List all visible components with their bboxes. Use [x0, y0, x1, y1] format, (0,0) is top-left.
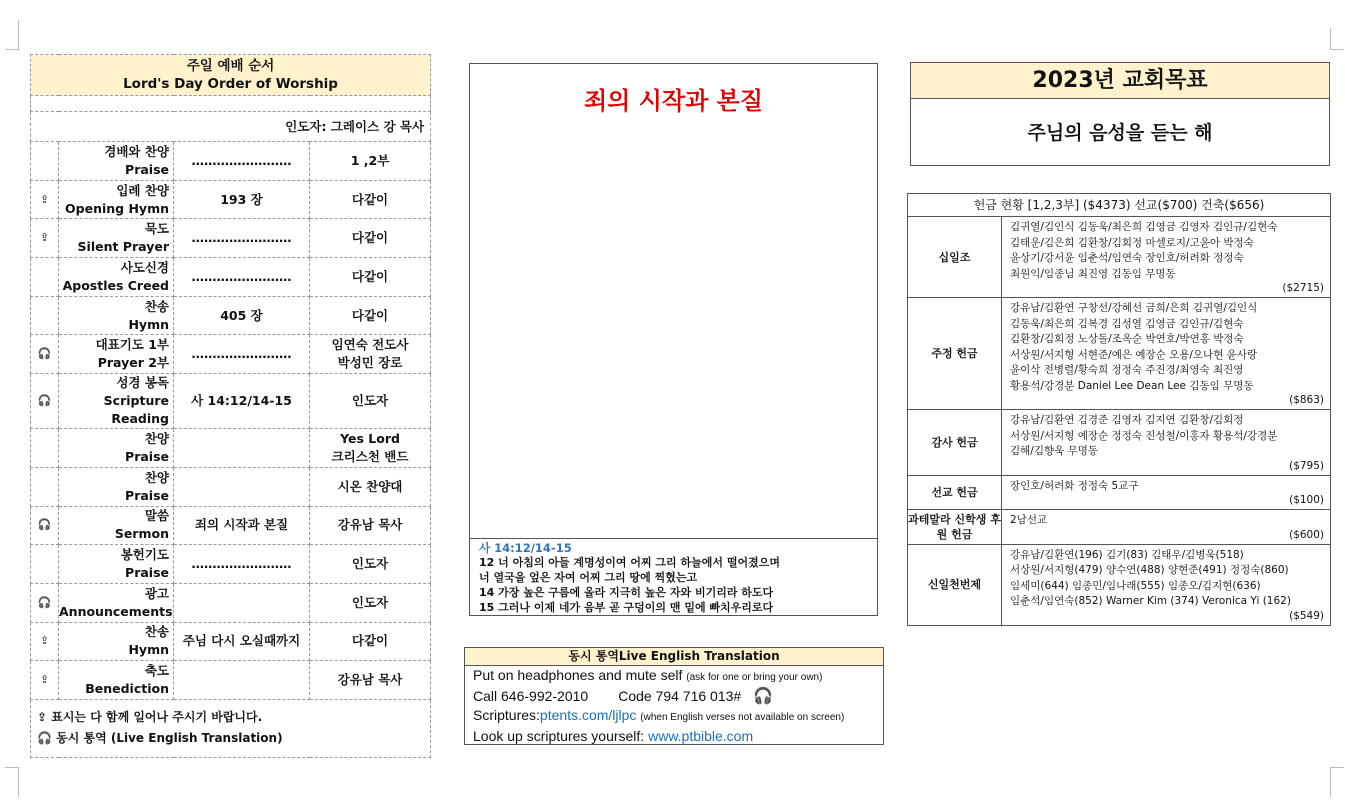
item-performer: [310, 335, 431, 374]
worship-item: [31, 506, 431, 545]
offering-names-line: 서상원/서지형 서현준/예은 예장순 오용/오나현 윤사랑: [1010, 348, 1258, 361]
scriptures-label: Scriptures:: [473, 707, 540, 723]
item-performer: [310, 622, 431, 661]
crop-mark-bottom-left: [5, 767, 19, 797]
offering-names: [1002, 510, 1331, 545]
offering-names-line: 서상원/서지형 예장순 정정숙 진성철/이홍자 황용석/강경분: [1010, 429, 1278, 442]
translation-instruction-note: (ask for one or bring your own): [686, 672, 823, 683]
item-performer: [310, 142, 431, 181]
item-name: [59, 429, 174, 468]
item-performer-line: 크리스천 밴드: [331, 448, 409, 464]
offering-amount: ($549): [1289, 609, 1325, 622]
item-name: [59, 296, 174, 335]
item-name-ko: 입례 찬양: [116, 182, 169, 198]
item-name-en: Opening Hymn: [65, 200, 169, 216]
scriptures-note: (when English verses not available on screen): [640, 712, 845, 723]
item-icon-cell: [31, 506, 59, 545]
offering-names-line: 강유남/김환연(196) 김기(83) 김태우/김병욱(518): [1010, 548, 1244, 561]
item-name-en: Sermon: [114, 526, 169, 542]
item-name-ko: 축도: [144, 663, 169, 679]
sermon-box: [469, 63, 878, 616]
worship-title: [31, 55, 431, 96]
item-performer-line: 다같이: [351, 191, 389, 207]
offering-names-line: 김동욱/최은희 김복경 김성열 김영금 김인규/김현숙: [1010, 317, 1244, 330]
worship-item: [31, 180, 431, 219]
worship-leader: 인도자: 그레이스 강 목사: [31, 112, 431, 142]
offering-names-line: 윤이삭 전병렬/황숙희 정정숙 주진경/최영숙 최진영: [1010, 364, 1244, 376]
item-icon-cell: [31, 583, 59, 622]
item-name: [59, 661, 174, 700]
item-name-ko: 봉헌기도: [120, 547, 169, 563]
note-translation-text: 동시 통역 (Live English Translation): [56, 731, 283, 746]
item-content: ……………………: [174, 142, 310, 181]
item-content: [174, 583, 310, 622]
item-name-ko: 광고: [144, 585, 169, 601]
item-performer-line: 임연숙 전도사: [331, 337, 409, 353]
item-name-en: Apostles Creed: [62, 277, 169, 293]
offering-names-line: 김환창/김회정 노상돌/조옥순 박연호/박연홍 박정숙: [1010, 333, 1244, 345]
item-icon-cell: [31, 296, 59, 335]
item-icon-cell: [31, 219, 59, 258]
item-performer-line: 다같이: [351, 633, 389, 649]
item-performer: [310, 661, 431, 700]
item-performer-line: 1 ,2부: [350, 152, 390, 168]
item-name-ko: 묵도: [144, 221, 169, 237]
item-performer-line: 강유남 목사: [337, 517, 403, 533]
stand-icon: ⇪: [39, 634, 50, 648]
item-name-ko: 성경 봉독: [116, 375, 169, 391]
offering-names-line: 2남선교: [1010, 514, 1048, 526]
scripture-verse: 너 열국을 엎은 자여 어찌 그리 땅에 찍혔는고: [479, 571, 698, 584]
worship-title-en: Lord's Day Order of Worship: [123, 76, 338, 92]
offering-names: [1002, 298, 1331, 410]
item-icon-cell: [31, 429, 59, 468]
offering-amount: ($795): [1289, 459, 1325, 472]
item-content: 죄의 시작과 본질: [174, 506, 310, 545]
offering-names-line: 김해/김향욱 무명동: [1010, 445, 1099, 457]
item-name-en: Announcements: [59, 603, 173, 619]
offering-row: [908, 544, 1331, 625]
item-content: 사 14:12/14-15: [174, 374, 310, 429]
offering-row: [908, 217, 1331, 298]
offering-category: 십일조: [908, 217, 1002, 298]
offering-names-line: 황용석/강경분 Daniel Lee Dean Lee 김동임 무명동: [1010, 379, 1254, 392]
worship-item: [31, 335, 431, 374]
item-performer-line: 다같이: [351, 230, 389, 246]
offering-names-line: 김태운/김은희 김환창/김회정 마셀로지/고윤아 박정숙: [1010, 236, 1254, 249]
item-name-ko: 찬송: [144, 624, 169, 640]
headphones-icon: 🎧: [37, 595, 52, 609]
offering-row: [908, 475, 1331, 510]
worship-item: [31, 258, 431, 297]
item-name-en: Praise: [125, 565, 169, 581]
item-content: [174, 467, 310, 506]
offering-names: [1002, 475, 1331, 510]
item-name-en: Scripture Reading: [103, 393, 169, 427]
translation-box: [464, 647, 884, 745]
scripture-reference: 사 14:12/14-15: [479, 541, 572, 555]
item-content: 193 장: [174, 180, 310, 219]
lookup-label: Look up scriptures yourself:: [473, 728, 645, 744]
item-performer: [310, 258, 431, 297]
item-content: [174, 429, 310, 468]
worship-item: [31, 219, 431, 258]
item-icon-cell: [31, 661, 59, 700]
item-name-ko: 사도신경: [120, 259, 169, 275]
offering-names-line: 서상원/서지형(479) 양수연(488) 양현준(491) 정정숙(860): [1010, 564, 1289, 576]
offering-names-line: 임세미(644) 임종민/임나래(555) 임종오/김지현(636): [1010, 579, 1261, 592]
offering-amount: ($2715): [1282, 282, 1325, 294]
item-name-ko: 경배와 찬양: [104, 143, 169, 159]
item-name-en: Silent Prayer: [77, 239, 169, 255]
item-name-en: Prayer 2부: [97, 355, 169, 371]
item-content: ……………………: [174, 219, 310, 258]
item-performer: [310, 374, 431, 429]
item-name: [59, 506, 174, 545]
item-name-en: Benediction: [85, 681, 169, 697]
item-name-en: Praise: [125, 487, 169, 503]
worship-item: [31, 429, 431, 468]
offering-amount: ($100): [1289, 494, 1325, 506]
crop-mark-bottom-right: [1330, 767, 1344, 797]
offering-names: [1002, 217, 1331, 298]
worship-item: [31, 583, 431, 622]
item-icon-cell: [31, 622, 59, 661]
item-name: [59, 219, 174, 258]
offering-table: [907, 193, 1331, 626]
item-name-en: Hymn: [128, 642, 169, 658]
item-name: [59, 142, 174, 181]
item-name-en: Praise: [125, 161, 169, 177]
item-name-ko: 말씀: [144, 508, 169, 524]
item-name-ko: 찬양: [144, 430, 169, 446]
offering-category: 선교 헌금: [908, 475, 1002, 510]
offering-names-line: 김귀열/김인식 김동욱/최은희 김영금 김영자 김인규/김현숙: [1010, 221, 1278, 233]
offering-category: 신일천번제: [908, 544, 1002, 625]
item-performer: [310, 545, 431, 584]
item-content: 405 장: [174, 296, 310, 335]
item-icon-cell: [31, 335, 59, 374]
offering-category: 과테말라 신학생 후원 헌금: [908, 510, 1002, 545]
item-name: [59, 180, 174, 219]
item-icon-cell: [31, 467, 59, 506]
scripture-verse: 14 가장 높은 구름에 올라 지극히 높은 자와 비기리라 하도다: [479, 586, 774, 599]
worship-item: [31, 622, 431, 661]
item-icon-cell: [31, 142, 59, 181]
headphones-icon: 🎧: [37, 347, 52, 361]
spacer-row: [31, 96, 431, 112]
stand-icon: ⇪: [39, 231, 50, 245]
item-performer: [310, 296, 431, 335]
item-performer: [310, 219, 431, 258]
item-performer-line: 강유남 목사: [337, 672, 403, 688]
translation-title: 동시 통역Live English Translation: [465, 648, 883, 666]
church-goal-title: 2023년 교회목표: [911, 63, 1329, 99]
church-goal-text: 주님의 음성을 듣는 해: [1027, 122, 1213, 144]
worship-item: [31, 467, 431, 506]
item-name: [59, 258, 174, 297]
item-performer-line: 다같이: [351, 268, 389, 284]
item-icon-cell: [31, 258, 59, 297]
item-name: [59, 583, 174, 622]
item-name-ko: 찬송: [144, 298, 169, 314]
worship-notes: [31, 699, 431, 757]
translation-lookup-line: [465, 727, 883, 746]
offering-names-line: 임춘석/임연숙(852) Warner Kim (374) Veronica Yi (162): [1010, 595, 1291, 607]
item-content: ……………………: [174, 545, 310, 584]
headphones-icon: 🎧: [37, 394, 52, 408]
item-name-en: Hymn: [128, 316, 169, 332]
scripture-panel: [470, 538, 877, 615]
worship-item: [31, 661, 431, 700]
translation-scriptures-line: [465, 706, 883, 727]
translation-code: Code 794 716 013#: [618, 688, 742, 704]
translation-call-line: [465, 687, 883, 706]
offering-names-line: 윤상기/강서윤 임춘석/임연숙 장인호/허려화 정정숙: [1010, 252, 1244, 264]
headphones-icon: 🎧: [753, 688, 774, 705]
item-content: ……………………: [174, 335, 310, 374]
offering-names-line: 강유남/김환연 구창선/강혜선 금희/은희 김귀열/김인식: [1010, 302, 1258, 314]
scriptures-link[interactable]: ptents.com/ljlpc: [539, 707, 637, 723]
scripture-verse: 12 너 아침의 아들 계명성이여 어찌 그리 하늘에서 떨어졌으며: [479, 556, 780, 569]
stand-icon: ⇪: [39, 673, 50, 687]
item-icon-cell: [31, 180, 59, 219]
worship-title-ko: 주일 예배 순서: [186, 58, 275, 74]
item-content: 주님 다시 오실때까지: [174, 622, 310, 661]
item-performer-line: Yes Lord: [340, 430, 400, 446]
item-performer: [310, 180, 431, 219]
item-icon-cell: [31, 545, 59, 584]
offering-amount: ($600): [1289, 528, 1325, 541]
sermon-title: 죄의 시작과 본질: [584, 87, 763, 115]
item-performer: [310, 429, 431, 468]
note-stand-text: 표시는 다 함께 일어나 주시기 바랍니다.: [51, 710, 263, 725]
item-content: [174, 661, 310, 700]
worship-order-table: [30, 54, 431, 758]
crop-mark-top-left: [5, 20, 19, 50]
scripture-verse: 15 그러나 이제 네가 음부 곧 구덩이의 맨 밑에 빠치우리로다: [479, 601, 774, 614]
item-performer-line: 인도자: [351, 393, 389, 409]
offering-category: 주정 헌금: [908, 298, 1002, 410]
worship-item: [31, 142, 431, 181]
offering-names-line: 장인호/허려화 정정숙 5교구: [1010, 479, 1139, 492]
item-performer: [310, 583, 431, 622]
item-name: [59, 622, 174, 661]
item-name: [59, 374, 174, 429]
offering-names-line: 최원익/임종님 최진영 김동임 무명동: [1010, 267, 1176, 280]
headphones-icon: 🎧: [37, 518, 52, 532]
offering-row: [908, 510, 1331, 545]
offering-header: 헌금 현황 [1,2,3부] ($4373) 선교($700) 건축($656): [908, 194, 1331, 217]
note-translation: [37, 728, 424, 749]
offering-category: 감사 헌금: [908, 410, 1002, 476]
worship-item: [31, 374, 431, 429]
item-name-ko: 대표기도 1부: [95, 337, 169, 353]
worship-item: [31, 296, 431, 335]
offering-names: [1002, 544, 1331, 625]
item-name: [59, 545, 174, 584]
item-name: [59, 335, 174, 374]
item-performer-line: 다같이: [351, 307, 389, 323]
item-performer: [310, 467, 431, 506]
item-performer-line: 인도자: [351, 594, 389, 610]
church-goal-box: [910, 62, 1330, 166]
item-performer-line: 박성민 장로: [337, 355, 403, 371]
item-icon-cell: [31, 374, 59, 429]
worship-item: [31, 545, 431, 584]
offering-names-line: 강유남/김환연 김경준 김영자 김지연 김환창/김회정: [1010, 414, 1244, 426]
item-performer-line: 시온 찬양대: [337, 478, 403, 494]
item-content: ……………………: [174, 258, 310, 297]
note-stand: [37, 707, 424, 728]
item-performer: [310, 506, 431, 545]
offering-row: [908, 298, 1331, 410]
item-name: [59, 467, 174, 506]
translation-phone: Call 646-992-2010: [473, 688, 589, 704]
translation-instruction: [465, 666, 883, 687]
lookup-link[interactable]: www.ptbible.com: [648, 728, 754, 744]
offering-row: [908, 410, 1331, 476]
crop-mark-top-right: [1330, 28, 1344, 50]
item-name-en: Praise: [125, 448, 169, 464]
translation-instruction-text: Put on headphones and mute self: [473, 667, 683, 683]
offering-names: [1002, 410, 1331, 476]
headphones-icon: 🎧: [37, 731, 52, 746]
item-name-ko: 찬양: [144, 469, 169, 485]
stand-icon: ⇪: [37, 710, 48, 725]
item-performer-line: 인도자: [351, 556, 389, 572]
stand-icon: ⇪: [39, 192, 50, 206]
offering-amount: ($863): [1289, 394, 1325, 406]
